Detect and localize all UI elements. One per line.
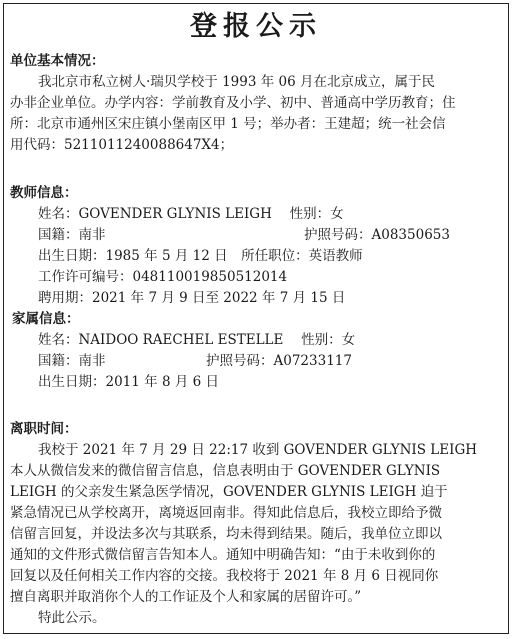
closing-line: 特此公示。 <box>38 610 106 626</box>
teacher-name-line: 姓名：GOVENDER GLYNIS LEIGH 性别：女 <box>38 206 344 222</box>
teacher-heading: 教师信息： <box>10 185 78 201</box>
family-birth-line: 出生日期：2011 年 8 月 6 日 <box>38 374 219 390</box>
teacher-period-line: 聘用期：2021 年 7 月 9 日至 2022 年 7 月 15 日 <box>38 290 346 306</box>
teacher-permit-line: 工作许可编号：048110019850512014 <box>38 269 288 285</box>
notice-frame <box>3 3 509 634</box>
unit-heading: 单位基本情况： <box>10 53 105 69</box>
notice-title: 登报公示 <box>190 11 322 42</box>
teacher-passport: 护照号码：A08350653 <box>304 227 450 243</box>
unit-line-4: 用代码：52110112400886​47X4； <box>10 137 234 153</box>
departure-line-4: 紧急情况已从学校离开，离境返回南非。得知此信息后，我校立即给予微 <box>10 505 442 521</box>
departure-line-1: 我校于 2021 年 7 月 29 日 22:17 收到 GOVENDER GLYNIS LEIGH <box>38 442 478 458</box>
teacher-nationality: 国籍：南非 <box>38 227 106 243</box>
unit-line-1: 我北京市私立树人·瑞贝学校于 1993 年 06 月在北京成立，属于民 <box>38 74 435 90</box>
family-name-line: 姓名：NAIDOO RAECHEL ESTELLE 性别：女 <box>38 332 356 348</box>
teacher-birth-line: 出生日期：1985 年 5 月 12 日 所任职位：英语教师 <box>38 248 363 264</box>
departure-line-3: LEIGH 的父亲发生紧急医学情况，GOVENDER GLYNIS LEIGH 迫于 <box>10 484 448 500</box>
family-passport: 护照号码：A07233117 <box>206 353 352 369</box>
departure-line-6: 通知的文件形式微信留言告知本人。通知中明确告知：“由于未收到你的 <box>10 547 436 563</box>
departure-heading: 离职时间： <box>10 421 78 437</box>
departure-line-2: 本人从微信发来的微信留言信息，信息表明由于 GOVENDER GLYNIS <box>10 463 441 479</box>
departure-line-5: 信留言回复，并设法多次与其联系，均未得到结果。随后，我单位立即以 <box>10 526 442 542</box>
unit-line-2: 办非企业单位。办学内容：学前教育及小学、初中、普通高中学历教育；住 <box>10 95 456 111</box>
family-nationality: 国籍：南非 <box>38 353 106 369</box>
departure-line-7: 回复以及任何相关工作内容的交接。我校将于 2021 年 8 月 6 日视同你 <box>10 568 439 584</box>
departure-line-8: 擅自离职并取消你个人的工作证及个人和家属的居留许可。” <box>10 589 362 605</box>
family-heading: 家属信息： <box>12 311 80 327</box>
unit-line-3: 所：北京市通州区宋庄镇小堡南区甲 1 号；举办者：王建超；统一社会信 <box>10 116 446 132</box>
